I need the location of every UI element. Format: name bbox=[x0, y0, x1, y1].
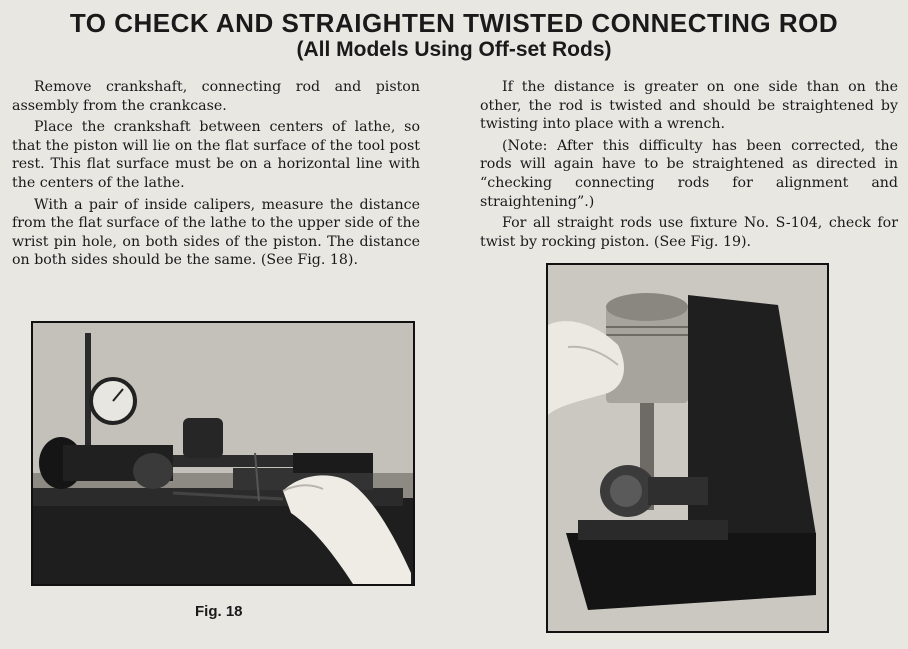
lathe-photo-illustration bbox=[33, 323, 413, 584]
paragraph: Place the crankshaft between centers of lathe, so that the piston will lie on the flat surface of the tool post rest. This flat surface must be on a horizontal line with the centers of the lathe. bbox=[12, 119, 420, 191]
fixture-photo-illustration bbox=[548, 265, 827, 631]
left-text-column bbox=[12, 78, 420, 273]
figure-18-photo bbox=[31, 321, 415, 586]
paragraph: Remove crankshaft, connecting rod and piston assembly from the crankcase. bbox=[12, 79, 420, 114]
paragraph: (Note: After this difficulty has been corrected, the rods will again have to be straightened as directed in “checking connecting rods for alignment and straightening”.) bbox=[480, 137, 898, 210]
page-subtitle: (All Models Using Off-set Rods) bbox=[296, 38, 612, 61]
figure-18-caption: Fig. 18 bbox=[195, 603, 243, 620]
paragraph: With a pair of inside calipers, measure the distance from the flat surface of the lathe to the upper side of the wrist pin hole, on both sides of the piston. The distance on both sides should be the same. (See Fig. 18). bbox=[12, 196, 420, 269]
page-title: TO CHECK AND STRAIGHTEN TWISTED CONNECTING ROD bbox=[69, 8, 839, 38]
right-text-column bbox=[480, 78, 898, 254]
figure-19-photo bbox=[546, 263, 829, 633]
paragraph: For all straight rods use fixture No. S-104, check for twist by rocking piston. (See Fig. 19). bbox=[480, 215, 898, 250]
paragraph: If the distance is greater on one side than on the other, the rod is twisted and should be straightened by twisting into place with a wrench. bbox=[480, 79, 898, 133]
